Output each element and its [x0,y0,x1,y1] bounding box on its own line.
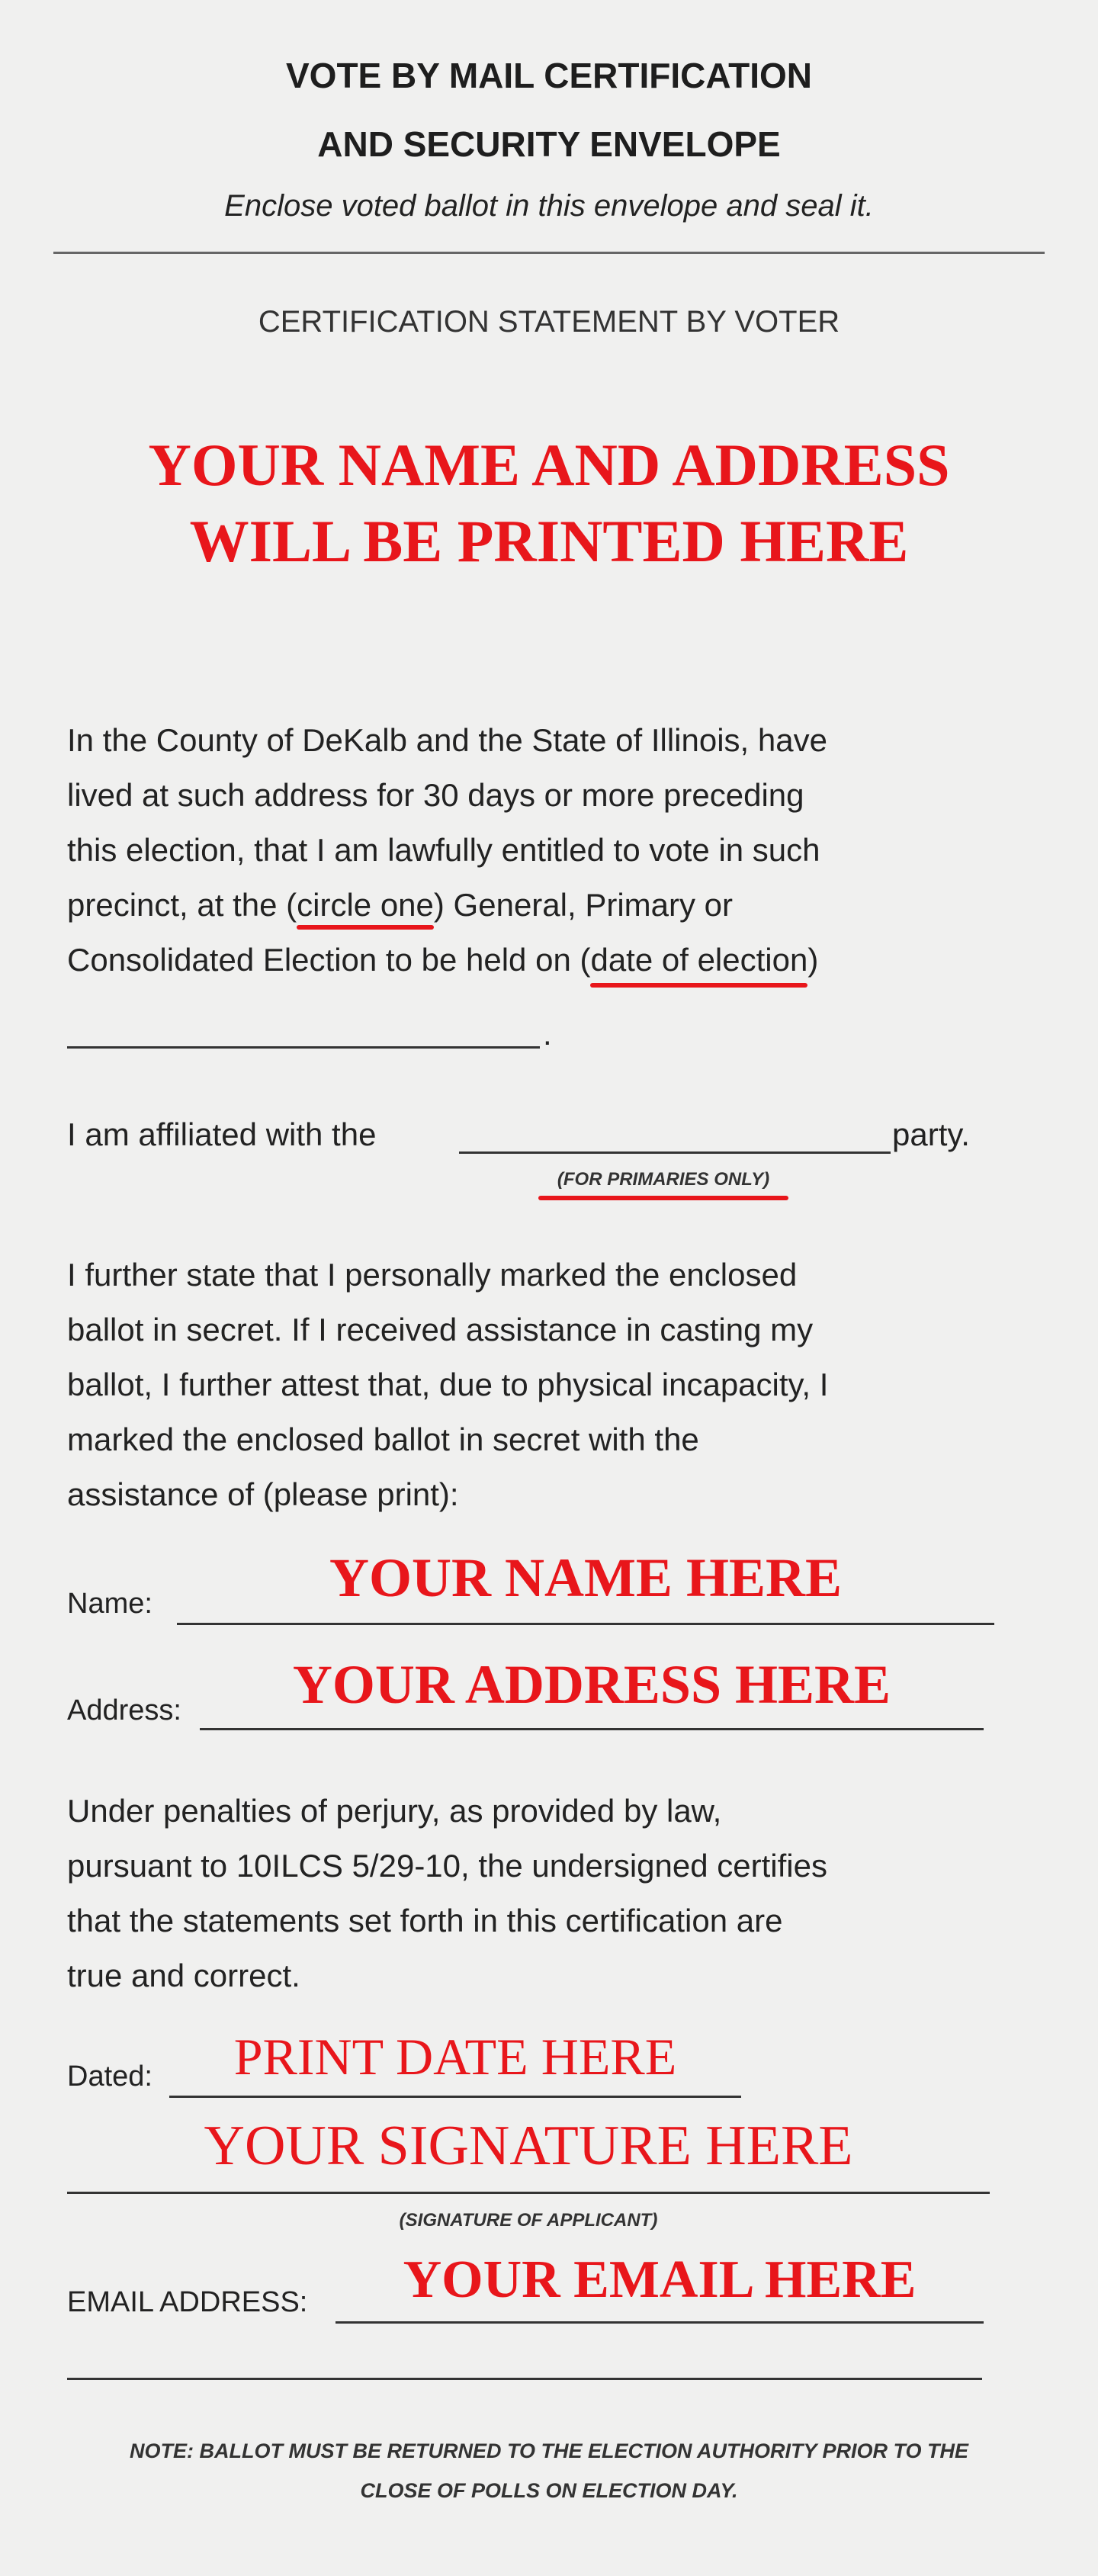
dated-field-value: PRINT DATE HERE [233,2028,677,2086]
primaries-red-underline [538,1196,788,1200]
note-line2: CLOSE OF POLLS ON ELECTION DAY. [360,2479,738,2502]
dated-field-line[interactable] [169,2096,741,2098]
para3-line1: Under penalties of perjury, as provided by law, [67,1793,722,1829]
dated-label: Dated: [67,2060,152,2093]
form-title-line2: AND SECURITY ENVELOPE [317,124,781,164]
name-field-line[interactable] [177,1623,994,1625]
para2-line3: ballot, I further attest that, due to physical incapacity, I [67,1367,829,1402]
party-blank[interactable] [459,1151,891,1154]
name-field-value: YOUR NAME HERE [329,1547,842,1608]
name-label: Name: [67,1588,152,1620]
date-of-election-red-underline [590,983,807,988]
name-address-placeholder [0,427,1098,580]
placeholder-line2: WILL BE PRINTED HERE [189,508,909,574]
email-field-value: YOUR EMAIL HERE [403,2250,917,2309]
circle-one-text: circle one [297,878,434,933]
extra-blank-line[interactable] [67,2378,982,2380]
assistance-statement [67,1248,1058,1522]
perjury-statement [67,1784,1058,2003]
para2-line4: marked the enclosed ballot in secret with the [67,1421,699,1457]
form-subtitle: Enclose voted ballot in this envelope and seal it. [224,189,874,223]
placeholder-line1: YOUR NAME AND ADDRESS [148,432,950,498]
para2-line1: I further state that I personally marked the enclosed [67,1257,798,1293]
email-field-line[interactable] [336,2321,984,2324]
header-divider [53,252,1045,254]
address-label: Address: [67,1694,181,1726]
para3-line4: true and correct. [67,1958,300,1993]
para1-line5: Consolidated Election to be held on (date of election ) [67,933,1058,988]
para1-line2: lived at such address for 30 days or more preceding [67,777,804,813]
para2-line2: ballot in secret. If I received assistance in casting my [67,1312,814,1347]
note-line1: NOTE: BALLOT MUST BE RETURNED TO THE ELECTION AUTHORITY PRIOR TO THE [129,2439,968,2462]
email-label: EMAIL ADDRESS: [67,2286,308,2318]
party-prefix: I am affiliated with the [67,1116,377,1152]
para3-line2: pursuant to 10ILCS 5/29-10, the undersigned certifies [67,1848,827,1884]
signature-caption: (SIGNATURE OF APPLICANT) [399,2210,658,2231]
para2-line5: assistance of (please print): [67,1476,459,1512]
para1-line3: this election, that I am lawfully entitled to vote in such [67,832,820,868]
signature-field-value: YOUR SIGNATURE HERE [204,2115,853,2177]
primaries-only-note: (FOR PRIMARIES ONLY) [557,1169,770,1190]
address-field-value: YOUR ADDRESS HERE [292,1654,891,1715]
residency-statement [67,713,1058,988]
election-date-blank[interactable] [67,1046,540,1049]
para3-line3: that the statements set forth in this certification are [67,1903,783,1938]
para1-line4: precinct, at the (circle one ) General, Primary or [67,878,1058,933]
date-of-election-text: date of election [590,933,807,988]
para1-line1: In the County of DeKalb and the State of Illinois, have [67,722,827,758]
return-note [69,2431,1029,2510]
circle-one-red-underline [297,925,434,930]
address-field-line[interactable] [200,1728,984,1730]
party-suffix: party. [892,1116,970,1152]
para1-period: . [543,1016,552,1052]
section-title: CERTIFICATION STATEMENT BY VOTER [258,305,840,339]
signature-field-line[interactable] [67,2192,990,2194]
form-title-line1: VOTE BY MAIL CERTIFICATION [285,56,813,95]
